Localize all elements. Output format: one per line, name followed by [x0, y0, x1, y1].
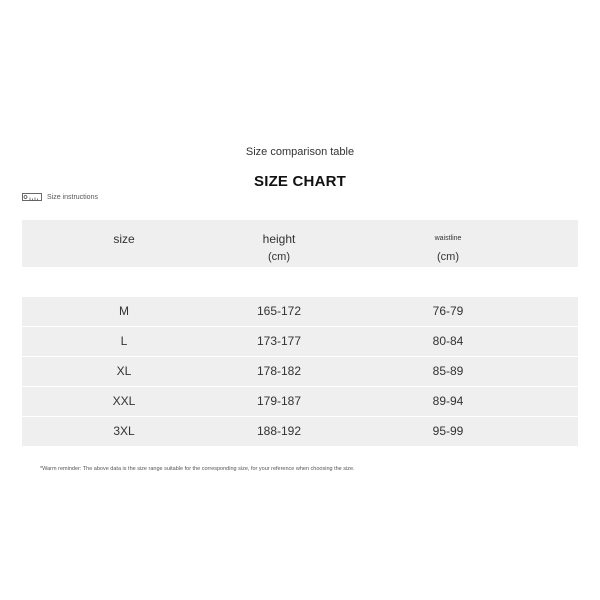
cell-size: L	[120, 334, 128, 348]
cell-size: 3XL	[113, 424, 135, 438]
table-row	[22, 357, 578, 386]
cell-waist: 89-94	[432, 394, 464, 408]
ruler-icon	[22, 193, 42, 201]
cell-waist: 95-99	[432, 424, 464, 438]
cell-height: 173-177	[256, 334, 302, 348]
header-waist	[398, 230, 498, 266]
page-title: SIZE CHART	[254, 173, 346, 190]
size-instructions	[22, 193, 98, 201]
warm-reminder-note: *Warm reminder: The above data is the size range suitable for the corresponding size, for your reference when choosing the size.	[40, 466, 355, 472]
header-size: size	[113, 232, 135, 246]
cell-waist: 85-89	[432, 364, 464, 378]
subtitle: Size comparison table	[245, 146, 355, 158]
table-header	[22, 220, 578, 267]
table-row	[22, 327, 578, 356]
cell-height: 165-172	[256, 304, 302, 318]
cell-height: 188-192	[256, 424, 302, 438]
cell-size: XL	[116, 364, 132, 378]
header-height-unit: (cm)	[268, 251, 290, 263]
header-height	[229, 230, 329, 266]
size-table-body	[22, 297, 578, 447]
size-instructions-label: Size instructions	[47, 193, 98, 201]
cell-size: XXL	[112, 394, 136, 408]
table-row	[22, 417, 578, 446]
table-row	[22, 297, 578, 326]
header-waist-label: waistline	[434, 235, 462, 242]
cell-waist: 76-79	[432, 304, 464, 318]
table-row	[22, 387, 578, 416]
cell-height: 179-187	[256, 394, 302, 408]
header-height-label: height	[262, 232, 296, 246]
cell-size: M	[119, 304, 129, 318]
cell-height: 178-182	[256, 364, 302, 378]
header-waist-unit: (cm)	[437, 251, 459, 263]
cell-waist: 80-84	[432, 334, 464, 348]
